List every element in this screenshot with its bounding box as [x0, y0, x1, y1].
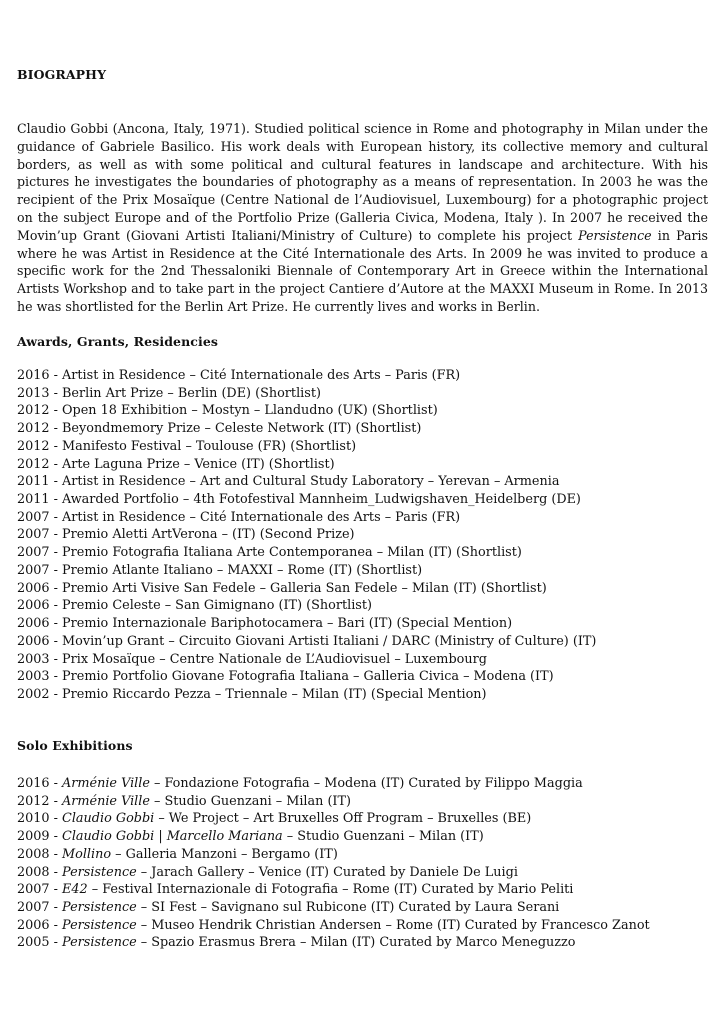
award-item: 2013 - Berlin Art Prize – Berlin (DE) (Shortlist)	[17, 385, 321, 401]
exhibition-item	[17, 881, 650, 899]
exhibition-details: – Spazio Erasmus Brera – Milan (IT) Curated by Marco Meneguzzo	[136, 935, 576, 951]
exhibition-details: – Studio Guenzani – Milan (IT)	[149, 793, 352, 809]
biography-paragraph	[17, 120, 708, 316]
exhibition-item	[17, 846, 650, 864]
exhibition-title: Persistence	[62, 900, 137, 916]
awards-heading: Awards, Grants, Residencies	[17, 334, 219, 349]
exhibition-title: Claudio Gobbi	[62, 811, 155, 827]
exhibition-title: Claudio Gobbi | Marcello Mariana	[62, 829, 283, 845]
exhibition-year: 2006 -	[17, 917, 63, 933]
exhibition-title: Mollino	[62, 846, 112, 862]
exhibition-title: Arménie Ville	[62, 776, 150, 791]
exhibition-details: – Studio Guenzani – Milan (IT)	[282, 829, 484, 845]
exhibition-item	[17, 810, 650, 828]
exhibition-title: Arménie Ville	[62, 793, 150, 809]
award-item: 2002 - Premio Riccardo Pezza – Triennale – Milan (IT) (Special Mention)	[17, 686, 487, 702]
awards-list	[17, 367, 596, 704]
award-item: 2003 - Prix Mosaïque – Centre Nationale de L’Audiovisuel – Luxembourg	[17, 651, 487, 667]
exhibition-year: 2005 -	[17, 935, 63, 951]
exhibition-year: 2008 -	[17, 846, 63, 862]
award-item: 2006 - Premio Internazionale Bariphotocamera – Bari (IT) (Special Mention)	[17, 616, 513, 632]
exhibition-details: – Galleria Manzoni – Bergamo (IT)	[111, 846, 338, 862]
solo-exhibitions-list	[17, 775, 650, 952]
exhibition-year: 2010 -	[17, 811, 63, 827]
exhibition-item	[17, 775, 650, 793]
exhibition-year: 2007 -	[17, 882, 63, 898]
award-item: 2007 - Premio Atlante Italiano – MAXXI – Rome (IT) (Shortlist)	[17, 562, 423, 578]
biography-heading: BIOGRAPHY	[17, 67, 107, 82]
award-item: 2006 - Premio Arti Visive San Fedele – Galleria San Fedele – Milan (IT) (Shortlist)	[17, 580, 547, 596]
award-item: 2012 - Beyondmemory Prize – Celeste Network (IT) (Shortlist)	[17, 421, 422, 437]
exhibition-details: – Festival Internazionale di Fotografia – Rome (IT) Curated by Mario Peliti	[87, 882, 574, 898]
exhibition-item	[17, 793, 650, 811]
award-item: 2006 - Movin’up Grant – Circuito Giovani Artisti Italiani / DARC (Ministry of Culture) (IT)	[17, 633, 597, 649]
exhibition-title: Persistence	[62, 935, 137, 951]
exhibition-item	[17, 917, 650, 935]
exhibition-year: 2008 -	[17, 864, 63, 880]
exhibition-details: – We Project – Art Bruxelles Off Program – Bruxelles (BE)	[154, 811, 532, 827]
exhibition-details: – Jarach Gallery – Venice (IT) Curated by Daniele De Luigi	[136, 864, 518, 880]
exhibition-item	[17, 899, 650, 917]
award-item: 2007 - Artist in Residence – Cité Internationale des Arts – Paris (FR)	[17, 509, 461, 525]
exhibition-title: Persistence	[62, 917, 137, 933]
exhibition-item	[17, 864, 650, 882]
biography-italic-project: Persistence	[578, 227, 652, 243]
solo-exhibitions-heading: Solo Exhibitions	[17, 738, 133, 753]
award-item: 2016 - Artist in Residence – Cité Internationale des Arts – Paris (FR)	[17, 368, 461, 383]
exhibition-details: – SI Fest – Savignano sul Rubicone (IT) Curated by Laura Serani	[136, 900, 560, 916]
exhibition-details: – Museo Hendrik Christian Andersen – Rome (IT) Curated by Francesco Zanot	[136, 917, 650, 933]
exhibition-title: E42	[62, 882, 88, 898]
award-item: 2007 - Premio Aletti ArtVerona – (IT) (Second Prize)	[17, 527, 355, 543]
exhibition-item	[17, 934, 650, 952]
exhibition-item	[17, 828, 650, 846]
award-item: 2011 - Awarded Portfolio – 4th Fotofestival Mannheim_Ludwigshaven_Heidelberg (DE)	[17, 492, 581, 508]
award-item: 2012 - Open 18 Exhibition – Mostyn – Llandudno (UK) (Shortlist)	[17, 403, 438, 419]
exhibition-year: 2007 -	[17, 900, 63, 916]
award-item: 2003 - Premio Portfolio Giovane Fotografia Italiana – Galleria Civica – Modena (IT)	[17, 669, 554, 685]
award-item: 2006 - Premio Celeste – San Gimignano (IT) (Shortlist)	[17, 598, 372, 614]
exhibition-year: 2016 -	[17, 776, 63, 791]
award-item: 2007 - Premio Fotografia Italiana Arte Contemporanea – Milan (IT) (Shortlist)	[17, 545, 522, 561]
exhibition-details: – Fondazione Fotografia – Modena (IT) Curated by Filippo Maggia	[149, 776, 583, 791]
award-item: 2012 - Manifesto Festival – Toulouse (FR) (Shortlist)	[17, 438, 357, 454]
biography-text-part-2: in Paris where he was Artist in Residence at the Cité Internationale des Arts. In 2009 he was invited to produce a specific work for the 2nd Thessaloniki Biennale of Contemporary Art in Greece within the International Artists Workshop and to take part in the project Cantiere d’Autore at the MAXXI Museum in Rome. In 2013 he was shortlisted for the Berlin Art Prize. He currently lives and works in Berlin.	[17, 227, 708, 314]
exhibition-title: Persistence	[62, 864, 137, 880]
biography-text-part-1: Claudio Gobbi (Ancona, Italy, 1971). Studied political science in Rome and photography in Milan under the guidance of Gabriele Basilico. His work deals with European history, its collective memory and cultural borders, as well as with some political and cultural features in landscape and architecture. With his pictures he investigates the boundaries of photography as a means of representation. In 2003 he was the recipient of the Prix Mosaïque (Centre National de l’Audiovisuel, Luxembourg) for a photographic project on the subject Europe and of the Portfolio Prize (Galleria Civica, Modena, Italy ). In 2007 he received the Movin’up Grant (Giovani Artisti Italiani/Ministry of Culture) to complete his project	[17, 121, 708, 243]
exhibition-year: 2012 -	[17, 793, 63, 809]
exhibition-year: 2009 -	[17, 829, 63, 845]
award-item: 2012 - Arte Laguna Prize – Venice (IT) (Shortlist)	[17, 456, 335, 472]
award-item: 2011 - Artist in Residence – Art and Cultural Study Laboratory – Yerevan – Armenia	[17, 474, 560, 490]
